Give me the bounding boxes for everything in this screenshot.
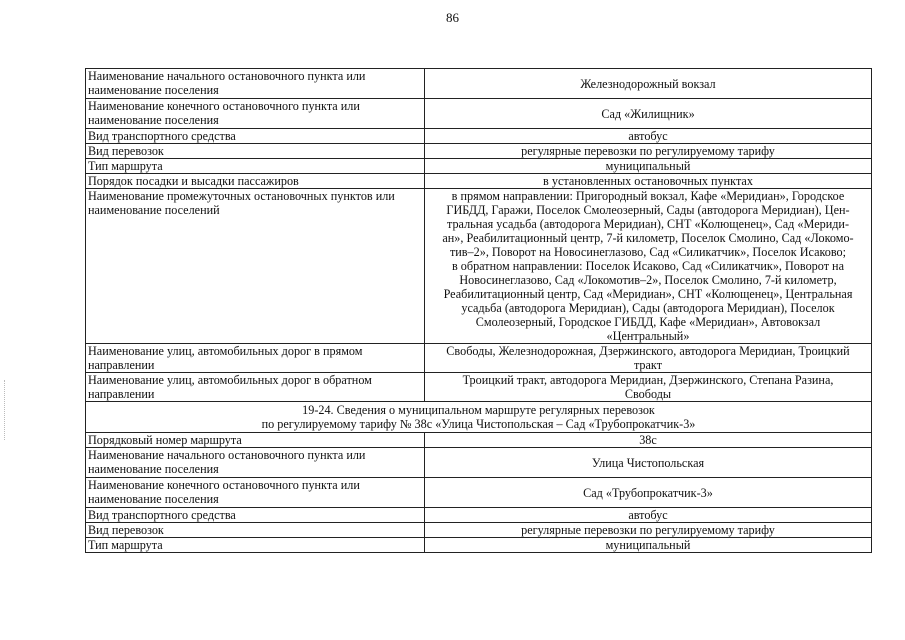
row-label: Наименование промежуточных остановочных пунктов или наименование поселений (86, 189, 425, 344)
table-row-intermediate-stops (86, 189, 872, 344)
table-row (86, 538, 872, 553)
row-value: Сад «Жилищник» (425, 99, 872, 129)
section-heading (86, 402, 872, 433)
text-line: ГИБДД, Гаражи, Поселок Смолеозерный, Сады (автодорога Меридиан), Цен- (446, 203, 850, 217)
row-label: Наименование улиц, автомобильных дорог в прямом направлении (86, 344, 425, 373)
text-line: Новосинеглазово, Сад «Локомотив–2», Поселок Смолино, 7-й километр, (459, 273, 837, 287)
table-row (86, 174, 872, 189)
route-info-table (85, 68, 872, 553)
row-label: Вид транспортного средства (86, 508, 425, 523)
row-label: Вид транспортного средства (86, 129, 425, 144)
row-label: Порядок посадки и высадки пассажиров (86, 174, 425, 189)
text-line: тракт (633, 358, 663, 372)
text-line: тральная усадьба (автодорога Меридиан), СНТ «Колющенец», Сад «Мериди- (446, 217, 849, 231)
text-line: Реабилитационный центр, Сад «Меридиан», СНТ «Колющенец», Центральная (443, 287, 853, 301)
text-line: Свободы (624, 387, 672, 401)
section-heading-line: по регулируемому тарифу № 38с «Улица Чистопольская – Сад «Трубопрокатчик-3» (261, 417, 696, 431)
row-label: Наименование конечного остановочного пункта или наименование поселения (86, 478, 425, 508)
text-line: в обратном направлении: Поселок Исаково, Сад «Силикатчик», Поворот на (451, 259, 844, 273)
row-value: Сад «Трубопрокатчик-3» (425, 478, 872, 508)
row-label: Наименование начального остановочного пункта или наименование поселения (86, 69, 425, 99)
text-line: Свободы, Железнодорожная, Дзержинского, автодорога Меридиан, Троицкий (446, 344, 850, 358)
row-value: Улица Чистопольская (425, 448, 872, 478)
row-label: Наименование улиц, автомобильных дорог в обратном направлении (86, 373, 425, 402)
row-value: 38с (425, 433, 872, 448)
row-value: муниципальный (425, 159, 872, 174)
table-row-streets-forward (86, 344, 872, 373)
table-row-streets-backward (86, 373, 872, 402)
text-line: усадьба (автодорога Меридиан), Сады (автодорога Меридиан), Поселок (461, 301, 835, 315)
section-heading-line: 19-24. Сведения о муниципальном маршруте регулярных перевозок (302, 403, 655, 417)
row-value: в установленных остановочных пунктах (425, 174, 872, 189)
table-row (86, 478, 872, 508)
text-line: «Центральный» (606, 329, 690, 343)
row-label: Вид перевозок (86, 144, 425, 159)
text-line: в прямом направлении: Пригородный вокзал, Кафе «Меридиан», Городское (451, 189, 845, 203)
table-row (86, 69, 872, 99)
row-value (425, 344, 872, 373)
table-row (86, 448, 872, 478)
table-row (86, 508, 872, 523)
row-value: муниципальный (425, 538, 872, 553)
text-line: Троицкий тракт, автодорога Меридиан, Дзержинского, Степана Разина, (462, 373, 834, 387)
section-heading-row (86, 402, 872, 433)
row-label: Тип маршрута (86, 538, 425, 553)
table-row (86, 523, 872, 538)
row-value: регулярные перевозки по регулируемому тарифу (425, 144, 872, 159)
table-row (86, 144, 872, 159)
text-line: ан», Реабилитационный центр, 7-й километр, Поселок Смолино, Сад «Локомо- (442, 231, 854, 245)
row-value: автобус (425, 508, 872, 523)
text-line: тив–2», Поворот на Новосинеглазово, Сад «Силикатчик», Поселок Исаково; (449, 245, 847, 259)
text-line: Смолеозерный, Городское ГИБДД, Кафе «Меридиан», Автовокзал (475, 315, 821, 329)
scan-margin-marks (4, 380, 7, 440)
table-row (86, 159, 872, 174)
intermediate-stops-value (425, 189, 872, 344)
row-label: Вид перевозок (86, 523, 425, 538)
row-value (425, 373, 872, 402)
table-row (86, 129, 872, 144)
row-value: Железнодорожный вокзал (425, 69, 872, 99)
page-number: 86 (446, 10, 459, 25)
table-row (86, 99, 872, 129)
row-label: Тип маршрута (86, 159, 425, 174)
row-label: Наименование начального остановочного пункта или наименование поселения (86, 448, 425, 478)
row-value: регулярные перевозки по регулируемому тарифу (425, 523, 872, 538)
row-label: Наименование конечного остановочного пункта или наименование поселения (86, 99, 425, 129)
row-value: автобус (425, 129, 872, 144)
row-label: Порядковый номер маршрута (86, 433, 425, 448)
table-row (86, 433, 872, 448)
